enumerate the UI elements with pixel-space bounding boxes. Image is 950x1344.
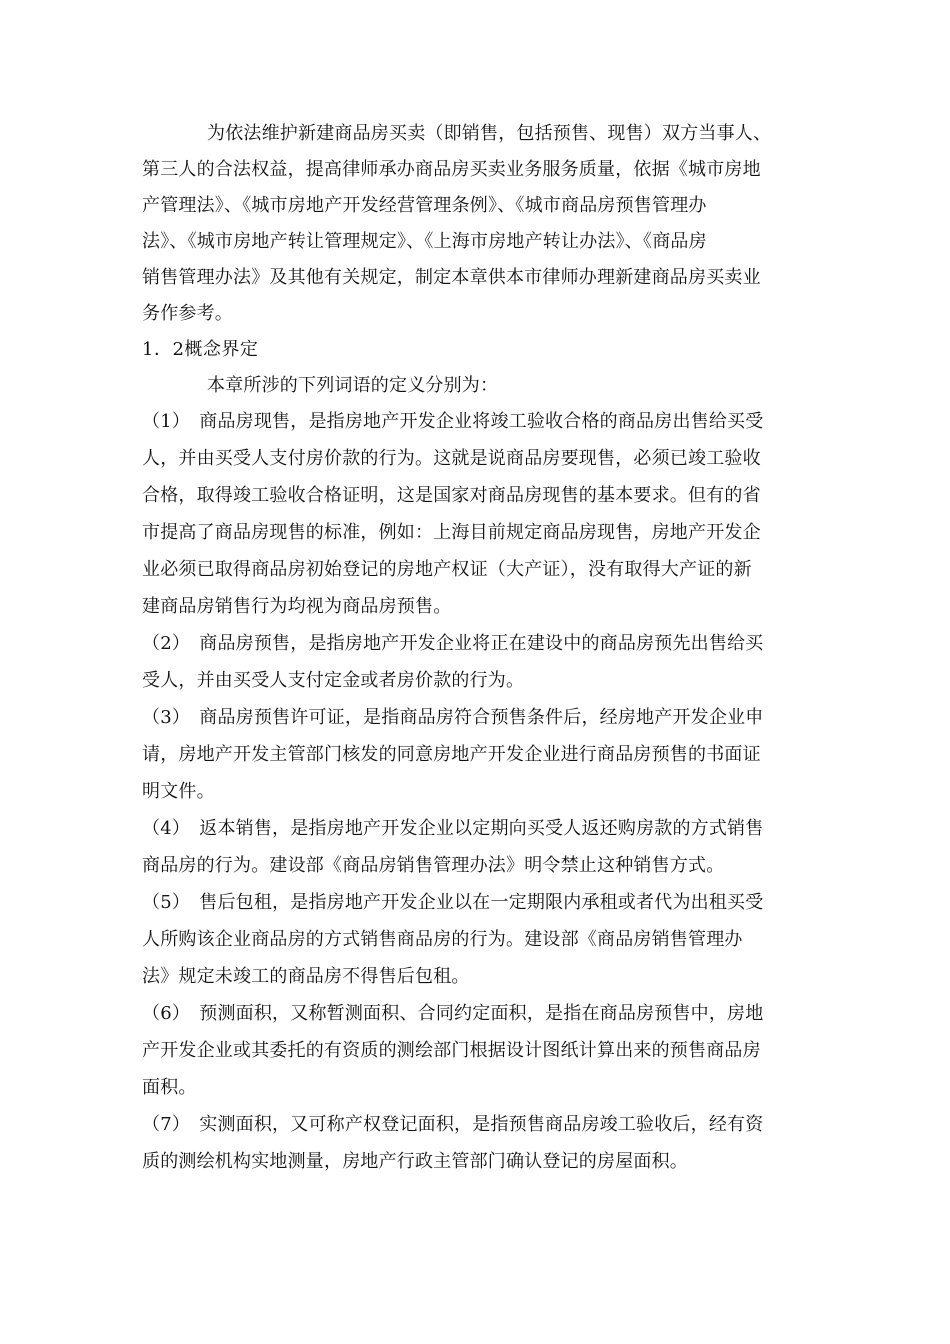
section-intro: 本章所涉的下列词语的定义分别为： xyxy=(207,375,499,396)
definition-line: （7） 实测面积，又可称产权登记面积，是指预售商品房竣工验收后，经有资 xyxy=(142,1114,764,1135)
definition-line: （3） 商品房预售许可证，是指商品房符合预售条件后，经房地产开发企业申 xyxy=(142,707,764,728)
definition-line: （5） 售后包租，是指房地产开发企业以在一定期限内承租或者代为出租买受 xyxy=(142,892,764,913)
section-heading: 1．2概念界定 xyxy=(142,339,259,360)
definition-line: 面积。 xyxy=(142,1077,197,1098)
definition-line: 受人，并由买受人支付定金或者房价款的行为。 xyxy=(142,670,525,691)
definition-line: 请，房地产开发主管部门核发的同意房地产开发企业进行商品房预售的书面证 xyxy=(142,744,761,765)
definition-line: 明文件。 xyxy=(142,781,215,802)
intro-line: 为依法维护新建商品房买卖（即销售，包括预售、现售）双方当事人、 xyxy=(207,123,772,144)
definition-line: 人，并由买受人支付房价款的行为。这就是说商品房要现售，必须已竣工验收 xyxy=(142,448,761,469)
definition-line: 业必须已取得商品房初始登记的房地产权证（大产证），没有取得大产证的新 xyxy=(142,559,752,580)
definition-line: 法》规定未竣工的商品房不得售后包租。 xyxy=(142,966,470,987)
definition-line: 人所购该企业商品房的方式销售商品房的行为。建设部《商品房销售管理办 xyxy=(142,929,743,950)
definition-line: （2） 商品房预售，是指房地产开发企业将正在建设中的商品房预先出售给买 xyxy=(142,633,764,654)
intro-line: 产管理法》、《城市房地产开发经营管理条例》、《城市商品房预售管理办 xyxy=(142,195,707,216)
intro-line: 第三人的合法权益，提高律师承办商品房买卖业务服务质量，依据《城市房地 xyxy=(142,159,761,180)
definition-line: 合格，取得竣工验收合格证明，这是国家对商品房现售的基本要求。但有的省 xyxy=(142,485,761,506)
definition-line: （1） 商品房现售，是指房地产开发企业将竣工验收合格的商品房出售给买受 xyxy=(142,411,764,432)
definition-line: 质的测绘机构实地测量，房地产行政主管部门确认登记的房屋面积。 xyxy=(142,1151,688,1172)
intro-line: 务作参考。 xyxy=(142,303,233,324)
intro-line: 销售管理办法》及其他有关规定，制定本章供本市律师办理新建商品房买卖业 xyxy=(142,267,761,288)
definition-line: （6） 预测面积，又称暂测面积、合同约定面积，是指在商品房预售中，房地 xyxy=(142,1003,764,1024)
definition-line: 商品房的行为。建设部《商品房销售管理办法》明令禁止这种销售方式。 xyxy=(142,855,725,876)
definition-line: （4） 返本销售，是指房地产开发企业以定期向买受人返还购房款的方式销售 xyxy=(142,818,764,839)
definition-line: 产开发企业或其委托的有资质的测绘部门根据设计图纸计算出来的预售商品房 xyxy=(142,1040,761,1061)
definition-line: 建商品房销售行为均视为商品房预售。 xyxy=(142,596,452,617)
intro-line: 法》、《城市房地产转让管理规定》、《上海市房地产转让办法》、《商品房 xyxy=(142,231,707,252)
definition-line: 市提高了商品房现售的标准，例如：上海目前规定商品房现售，房地产开发企 xyxy=(142,522,761,543)
